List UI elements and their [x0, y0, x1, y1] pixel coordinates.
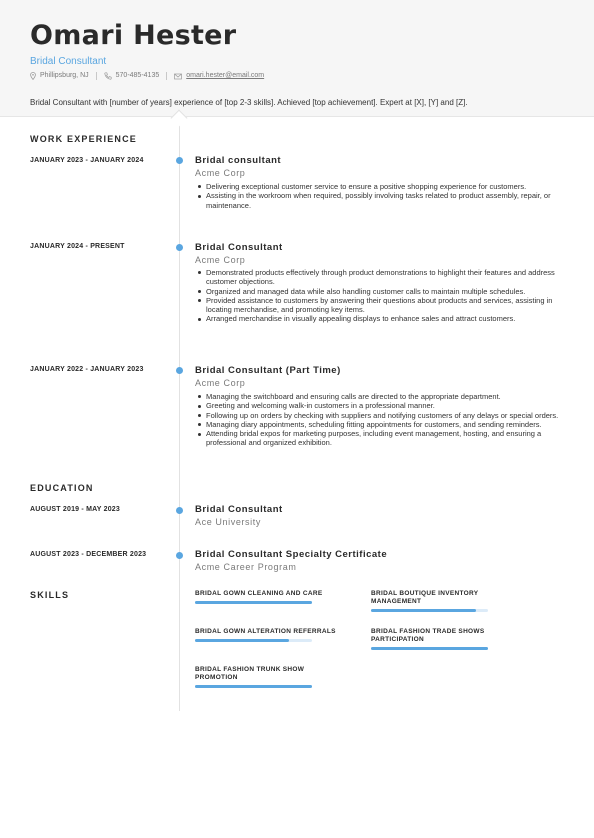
skill-bar: [371, 609, 488, 612]
entry-date: JANUARY 2022 - JANUARY 2023: [30, 366, 144, 373]
skill-level-fill: [195, 685, 312, 688]
email[interactable]: [174, 71, 264, 81]
phone: [104, 71, 160, 81]
entry-company: Acme Corp: [195, 255, 246, 265]
entry-title: Bridal consultant: [195, 155, 282, 166]
summary: Bridal Consultant with [number of years] experience of [top 2-3 skills]. Achieved [top achievement]. Expert at [X], [Y] and [Z].: [30, 98, 468, 107]
phone-text: 570-485-4135: [115, 72, 160, 79]
entry-date: JANUARY 2024 - PRESENT: [30, 243, 125, 250]
entry-date: AUGUST 2019 - MAY 2023: [30, 506, 120, 513]
timeline-dot: [176, 507, 183, 514]
entry-school: Ace University: [195, 517, 261, 527]
candidate-name: Omari Hester: [30, 20, 237, 51]
divider: [166, 72, 167, 80]
bullet-list: [195, 392, 565, 448]
resume-header: [0, 0, 594, 117]
entry-company: Acme Corp: [195, 168, 246, 178]
bullet-item: Assisting in the workroom when required, possibly involving tasks related to product assembly, repair, or maintenance.: [195, 191, 565, 210]
bullet-item: Arranged merchandise in visually appealing displays to enhance sales and attract customers.: [195, 314, 565, 323]
bullet-item: Managing the switchboard and ensuring calls are directed to the appropriate department.: [195, 392, 565, 401]
timeline-dot: [176, 552, 183, 559]
entry-company: Acme Corp: [195, 378, 246, 388]
timeline-dot: [176, 157, 183, 164]
divider: [96, 72, 97, 80]
skill-bar: [195, 685, 312, 688]
timeline-dot: [176, 244, 183, 251]
entry-title: Bridal Consultant (Part Time): [195, 365, 341, 376]
section-title-skills: SKILLS: [30, 590, 70, 600]
entry-title: Bridal Consultant Specialty Certificate: [195, 549, 388, 560]
bullet-item: Demonstrated products effectively through product demonstrations to highlight their features and address customer objections.: [195, 268, 565, 287]
bullet-list: [195, 268, 565, 324]
skill-level-fill: [371, 609, 476, 612]
entry-date: AUGUST 2023 - DECEMBER 2023: [30, 551, 147, 558]
skill-bar: [195, 639, 312, 642]
entry-title: Bridal Consultant: [195, 242, 283, 253]
skill-level-fill: [371, 647, 488, 650]
skill-item: [371, 628, 501, 650]
skill-bar: [371, 647, 488, 650]
skill-level-fill: [195, 601, 312, 604]
entry-title: Bridal Consultant: [195, 504, 283, 515]
bullet-list: [195, 182, 565, 210]
skill-item: [195, 666, 325, 688]
bullet-item: Organized and managed data while also handling customer calls to maintain multiple schedules.: [195, 287, 565, 296]
skill-label: BRIDAL GOWN ALTERATION REFERRALS: [195, 628, 336, 635]
bullet-item: Attending bridal expos for marketing purposes, including event management, hosting, and ensuring a professional and organized exhibition.: [195, 429, 565, 448]
location: [30, 71, 89, 81]
skill-item: [195, 628, 345, 642]
bullet-item: Following up on orders by checking with suppliers and notifying customers of any delays or special orders.: [195, 411, 565, 420]
entry-school: Acme Career Program: [195, 562, 297, 572]
skill-level-fill: [195, 639, 289, 642]
skill-label: BRIDAL FASHION TRADE SHOWS PARTICIPATION: [371, 628, 485, 643]
bullet-item: Delivering exceptional customer service to ensure a positive shopping experience for customers.: [195, 182, 565, 191]
bullet-item: Provided assistance to customers by answering their questions about products and services, assisting in locating merchandise, and promoting key items.: [195, 296, 565, 315]
skill-label: BRIDAL GOWN CLEANING AND CARE: [195, 590, 323, 597]
email-link[interactable]: omari.hester@email.com: [186, 72, 265, 79]
section-title-education: EDUCATION: [30, 483, 94, 493]
bullet-item: Managing diary appointments, scheduling fitting appointments for customers, and sending reminders.: [195, 420, 565, 429]
phone-icon: [104, 72, 112, 80]
map-pin-icon: [30, 72, 36, 80]
contact-info: [30, 71, 264, 81]
skill-label: BRIDAL FASHION TRUNK SHOW PROMOTION: [195, 666, 305, 681]
envelope-icon: [174, 73, 182, 80]
skill-label: BRIDAL BOUTIQUE INVENTORY MANAGEMENT: [371, 590, 479, 605]
location-text: Phillipsburg, NJ: [40, 72, 89, 79]
skill-bar: [195, 601, 312, 604]
skill-item: [195, 590, 345, 604]
entry-date: JANUARY 2023 - JANUARY 2024: [30, 157, 144, 164]
timeline-line: [179, 117, 180, 711]
skill-item: [371, 590, 501, 612]
section-title-work: WORK EXPERIENCE: [30, 134, 138, 144]
bullet-item: Greeting and welcoming walk-in customers in a professional manner.: [195, 401, 565, 410]
timeline-dot: [176, 367, 183, 374]
job-title: Bridal Consultant: [30, 56, 107, 67]
